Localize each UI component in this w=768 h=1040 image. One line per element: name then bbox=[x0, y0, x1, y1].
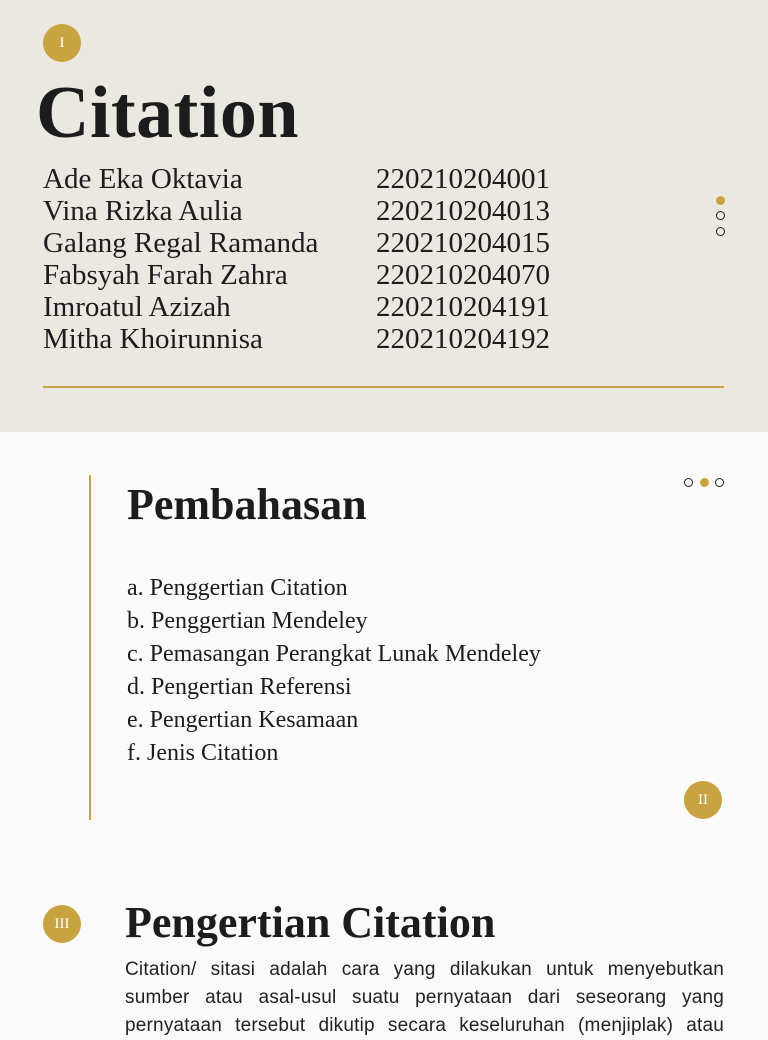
member-name: Galang Regal Ramanda bbox=[43, 227, 319, 259]
member-id: 220210204013 bbox=[376, 195, 550, 227]
contents-title: Pembahasan bbox=[127, 480, 367, 529]
member-id: 220210204015 bbox=[376, 227, 550, 259]
member-id: 220210204191 bbox=[376, 291, 550, 323]
gold-divider bbox=[43, 386, 724, 388]
progress-dot-icon bbox=[716, 227, 725, 236]
slide-progress-dots bbox=[684, 478, 724, 487]
cover-title: Citation bbox=[36, 72, 299, 154]
member-id: 220210204192 bbox=[376, 323, 550, 355]
member-id: 220210204070 bbox=[376, 259, 550, 291]
topic-item: c. Pemasangan Perangkat Lunak Mendeley bbox=[127, 641, 541, 667]
topic-item: d. Pengertian Referensi bbox=[127, 674, 352, 700]
slide-contents bbox=[0, 432, 768, 864]
member-row bbox=[43, 259, 603, 291]
paragraph-line: pernyataan tersebut dikutip secara keseluruhan (menjiplak) atau bbox=[125, 1015, 724, 1036]
definition-paragraph bbox=[125, 956, 724, 1040]
member-name: Fabsyah Farah Zahra bbox=[43, 259, 288, 291]
progress-dot-icon bbox=[716, 196, 725, 205]
member-name: Vina Rizka Aulia bbox=[43, 195, 243, 227]
paragraph-line: Citation/ sitasi adalah cara yang dilakukan untuk menyebutkan bbox=[125, 959, 724, 980]
gold-vertical-line bbox=[89, 475, 91, 820]
member-id: 220210204001 bbox=[376, 163, 550, 195]
progress-dot-icon bbox=[700, 478, 709, 487]
progress-dot-icon bbox=[716, 211, 725, 220]
member-name: Imroatul Azizah bbox=[43, 291, 231, 323]
progress-dot-icon bbox=[715, 478, 724, 487]
progress-dot-icon bbox=[684, 478, 693, 487]
member-name: Mitha Khoirunnisa bbox=[43, 323, 263, 355]
slide-cover bbox=[0, 0, 768, 432]
member-row bbox=[43, 323, 603, 355]
slide-number-badge: II bbox=[684, 781, 722, 819]
topic-list bbox=[127, 572, 541, 770]
slide-definition bbox=[0, 864, 768, 1036]
topic-item: a. Penggertian Citation bbox=[127, 575, 348, 601]
member-row bbox=[43, 291, 603, 323]
member-row bbox=[43, 195, 603, 227]
member-name: Ade Eka Oktavia bbox=[43, 163, 243, 195]
member-row bbox=[43, 163, 603, 195]
paragraph-line: sumber atau asal-usul suatu pernyataan dari seseorang yang bbox=[125, 987, 724, 1008]
member-row bbox=[43, 227, 603, 259]
member-list bbox=[43, 163, 603, 355]
topic-item: f. Jenis Citation bbox=[127, 740, 279, 766]
topic-item: e. Pengertian Kesamaan bbox=[127, 707, 359, 733]
definition-title: Pengertian Citation bbox=[125, 898, 496, 947]
slide-number-badge: I bbox=[43, 24, 81, 62]
slide-progress-dots bbox=[716, 196, 725, 236]
slide-number-badge: III bbox=[43, 905, 81, 943]
topic-item: b. Penggertian Mendeley bbox=[127, 608, 368, 634]
